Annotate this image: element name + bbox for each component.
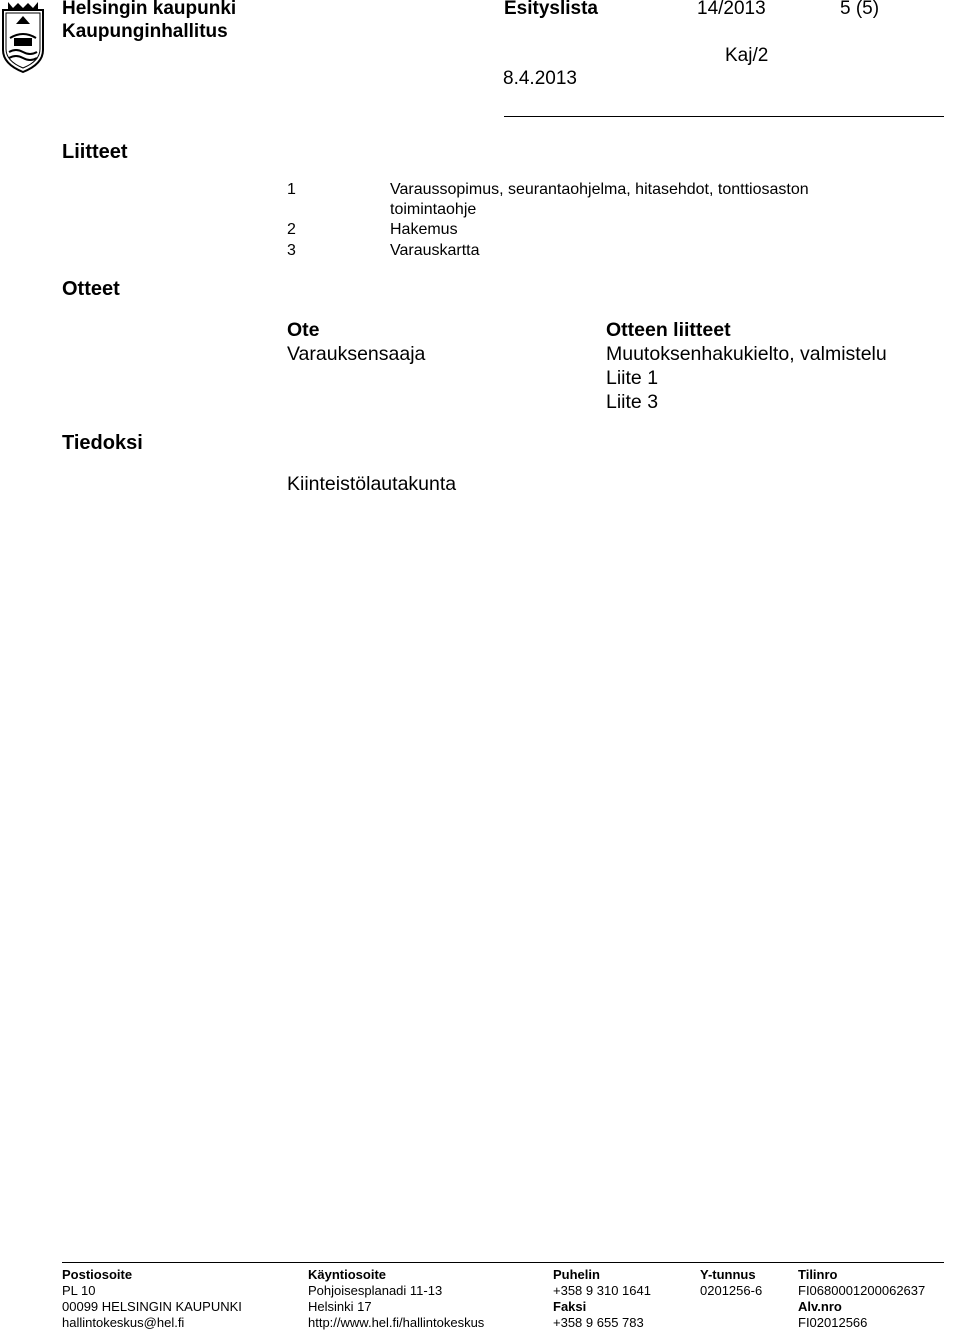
extract-attachment-item: Liite 3 bbox=[606, 391, 659, 413]
footer-email-link[interactable]: hallintokeskus@hel.fi bbox=[62, 1315, 185, 1330]
city-name: Helsingin kaupunki bbox=[62, 0, 237, 19]
footer-visit-line: Helsinki 17 bbox=[308, 1299, 372, 1314]
footer-header-vat: Alv.nro bbox=[798, 1299, 842, 1314]
extract-column-header: Ote bbox=[287, 319, 320, 341]
footer-postal-line: PL 10 bbox=[62, 1283, 96, 1298]
footer-header-business-id: Y-tunnus bbox=[700, 1267, 756, 1282]
attachment-number: 2 bbox=[287, 221, 296, 238]
attachment-title: Varaussopimus, seurantaohjelma, hitasehdot, tonttiosaston bbox=[390, 181, 809, 198]
footer-website-link[interactable]: http://www.hel.fi/hallintokeskus bbox=[308, 1315, 485, 1330]
footer-header-visit: Käyntiosoite bbox=[308, 1267, 387, 1282]
attachment-title-continued: toimintaohje bbox=[390, 201, 477, 218]
helsinki-crest-icon bbox=[0, 0, 46, 74]
footer-account-number: FI0680001200062637 bbox=[798, 1283, 926, 1298]
attachment-number: 1 bbox=[287, 181, 296, 198]
page-number: 5 (5) bbox=[840, 0, 880, 19]
footer-business-id: 0201256-6 bbox=[700, 1283, 763, 1298]
section-heading-liitteet: Liitteet bbox=[62, 141, 128, 163]
attachment-title: Hakemus bbox=[390, 221, 458, 238]
extract-attachments-header: Otteen liitteet bbox=[606, 319, 731, 341]
document-type: Esityslista bbox=[504, 0, 598, 19]
section-heading-tiedoksi: Tiedoksi bbox=[62, 432, 143, 454]
footer-vat-number: FI02012566 bbox=[798, 1315, 868, 1330]
section-code: Kaj/2 bbox=[725, 45, 769, 66]
attachment-number: 3 bbox=[287, 242, 296, 259]
footer-header-account: Tilinro bbox=[798, 1267, 838, 1282]
footer-postal-line: 00099 HELSINGIN KAUPUNKI bbox=[62, 1299, 242, 1314]
footer-header-fax: Faksi bbox=[553, 1299, 587, 1314]
attachment-title: Varauskartta bbox=[390, 242, 480, 259]
footer-rule bbox=[62, 1262, 944, 1263]
extract-attachment-item: Muutoksenhakukielto, valmistelu bbox=[606, 343, 887, 365]
section-heading-otteet: Otteet bbox=[62, 278, 120, 300]
for-information-recipient: Kiinteistölautakunta bbox=[287, 473, 457, 495]
extract-recipient: Varauksensaaja bbox=[287, 343, 426, 365]
footer-fax-number: +358 9 655 783 bbox=[553, 1315, 644, 1330]
meeting-date: 8.4.2013 bbox=[503, 68, 577, 89]
footer-header-postal: Postiosoite bbox=[62, 1267, 133, 1282]
organization-name: Kaupunginhallitus bbox=[62, 21, 228, 42]
header-rule bbox=[504, 116, 944, 117]
extract-attachment-item: Liite 1 bbox=[606, 367, 659, 389]
footer-visit-line: Pohjoisesplanadi 11-13 bbox=[308, 1283, 443, 1298]
footer-header-phone: Puhelin bbox=[553, 1267, 600, 1282]
footer-phone-number: +358 9 310 1641 bbox=[553, 1283, 651, 1298]
meeting-number: 14/2013 bbox=[697, 0, 766, 19]
